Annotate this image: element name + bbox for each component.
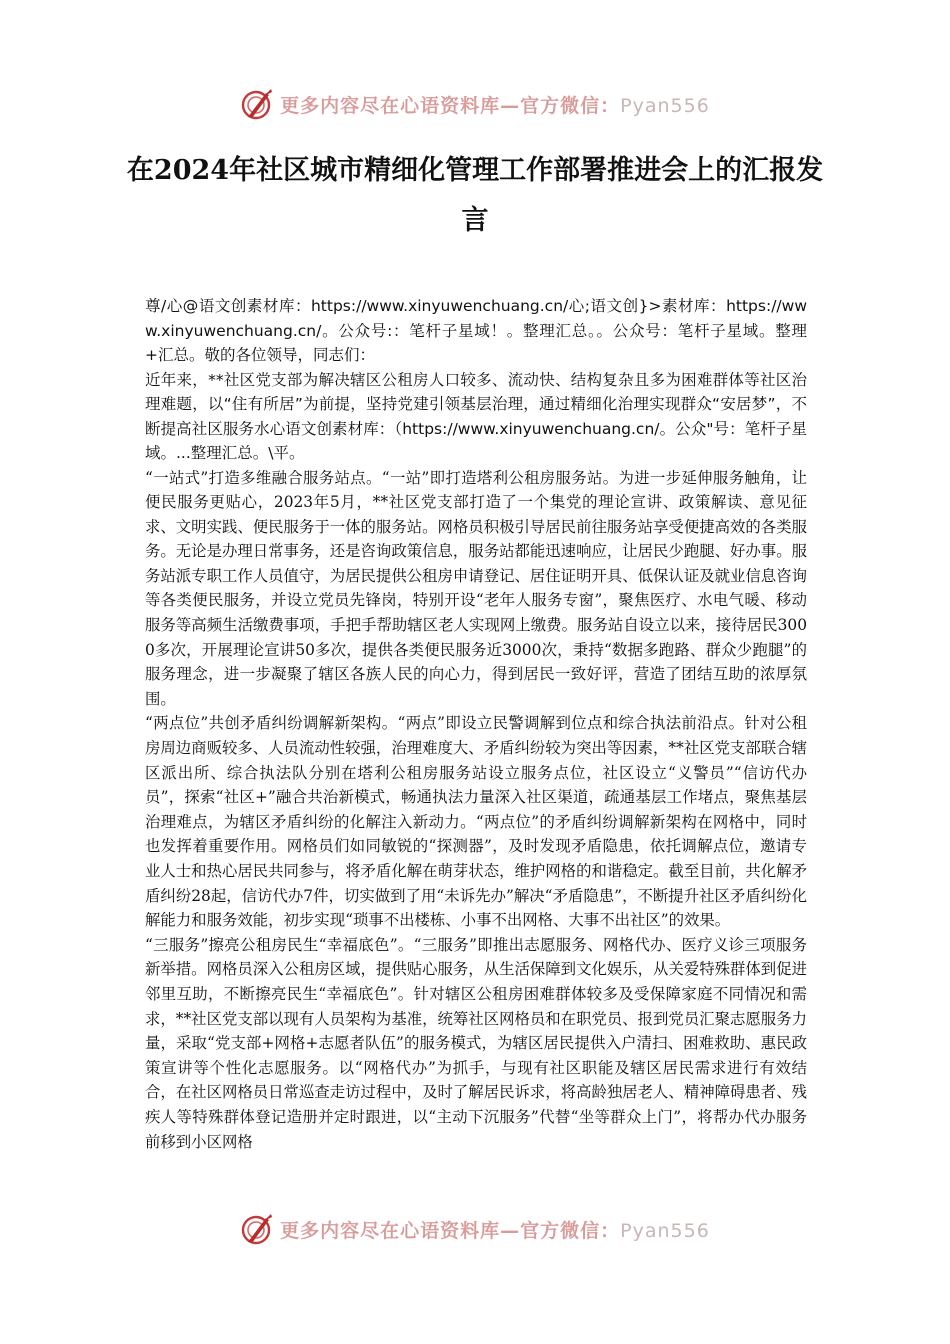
quill-logo-icon (240, 87, 274, 121)
section-paragraph-two-points: “两点位”共创矛盾纠纷调解新架构。“两点”即设立民警调解到位点和综合执法前沿点。针对公租房周边商贩较多、人员流动性较强，治理难度大、矛盾纠纷较为突出等因素，**社区党支部联合辖区派出所、综合执法队分别在塔利公租房服务站设立服务点位，社区设立“义警员”“信访代办员”，探索“社区+”融合共治新模式，畅通执法力量深入社区渠道，疏通基层工作堵点，聚焦基层治理难点，为辖区矛盾纠纷的化解注入新动力。“两点位”的矛盾纠纷调解新架构在网格中，同时也发挥着重要作用。网格员们如同敏锐的“探测器”，及时发现矛盾隐患，依托调解点位，邀请专业人士和热心居民共同参与，将矛盾化解在萌芽状态，维护网格的和谐稳定。截至目前，共化解矛盾纠纷28起，信访代办7件，切实做到了用“未诉先办”解决“矛盾隐患”，不断提升社区矛盾纠纷化解能力和服务效能，初步实现“琐事不出楼栋、小事不出网格、大事不出社区”的效果。 (145, 714, 807, 930)
banner-main-text: 更多内容尽在心语资料库—官方微信： (280, 1219, 621, 1242)
banner-text (280, 1216, 710, 1243)
banner-wechat-id: Pyan556 (620, 1219, 710, 1242)
document-body (145, 294, 807, 1154)
lead-paragraph: 近年来，**社区党支部为解决辖区公租房人口较多、流动快、结构复杂且多为困难群体等社区治理难题，以“住有所居”为前提，坚持党建引领基层治理，通过精细化治理实现群众“安居梦”，不断提高社区服务水心语文创素材库：（https://www.xinyuwenchuang.cn/。公众"号：笔杆子星域。...整理汇总。\平。 (145, 370, 807, 462)
header-banner (0, 84, 950, 124)
banner-wechat-id: Pyan556 (620, 94, 710, 117)
banner-text (280, 91, 710, 118)
intro-paragraph: 尊/心@语文创素材库：https://www.xinyuwenchuang.cn/心;语文创}>素材库：https://www.xinyuwenchuang.cn/。公众号:：笔杆子星域！。整理汇总。。公众号：笔杆子星域。整理+汇总。敬的各位领导，同志们： (145, 297, 807, 364)
section-paragraph-one-stop: “一站式”打造多维融合服务站点。“一站”即打造塔利公租房服务站。为进一步延伸服务触角，让便民服务更贴心，2023年5月，**社区党支部打造了一个集党的理论宣讲、政策解读、意见征求、文明实践、便民服务于一体的服务站。网格员积极引导居民前往服务站享受便捷高效的各类服务。无论是办理日常事务，还是咨询政策信息，服务站都能迅速响应，让居民少跑腿、好办事。服务站派专职工作人员值守，为居民提供公租房申请登记、居住证明开具、低保认证及就业信息咨询等各类便民服务，并设立党员先锋岗，特别开设“老年人服务专窗”，聚焦医疗、水电气暖、移动服务等高频生活缴费事项，手把手帮助辖区老人实现网上缴费。服务站自设立以来，接待居民3000多次，开展理论宣讲50多次，提供各类便民服务近3000次，秉持“数据多跑路、群众少跑腿”的服务理念，进一步凝聚了辖区各族人民的向心力，得到居民一致好评，营造了团结互助的浓厚氛围。 (145, 468, 807, 708)
document-title: 在2024年社区城市精细化管理工作部署推进会上的汇报发言 (126, 155, 824, 236)
quill-logo-icon (240, 1212, 274, 1246)
section-paragraph-three-services: “三服务”擦亮公租房民生“幸福底色”。“三服务”即推出志愿服务、网格代办、医疗义诊三项服务新举措。网格员深入公租房区域，提供贴心服务，从生活保障到文化娱乐，从关爱特殊群体到促进邻里互助，不断擦亮民生“幸福底色”。针对辖区公租房困难群体较多及受保障家庭不同情况和需求，**社区党支部以现有人员架构为基准，统筹社区网格员和在职党员、报到党员汇聚志愿服务力量，采取“党支部+网格+志愿者队伍”的服务模式，为辖区居民提供入户清扫、困难救助、惠民政策宣讲等个性化志愿服务。以“网格代办”为抓手，与现有社区职能及辖区居民需求进行有效结合，在社区网格员日常巡查走访过程中，及时了解居民诉求，将高龄独居老人、精神障碍患者、残疾人等特殊群体登记造册并定时跟进，以“主动下沉服务”代替“坐等群众上门”，将帮办代办服务前移到小区网格 (145, 935, 807, 1151)
footer-banner (0, 1209, 950, 1249)
banner-main-text: 更多内容尽在心语资料库—官方微信： (280, 94, 621, 117)
